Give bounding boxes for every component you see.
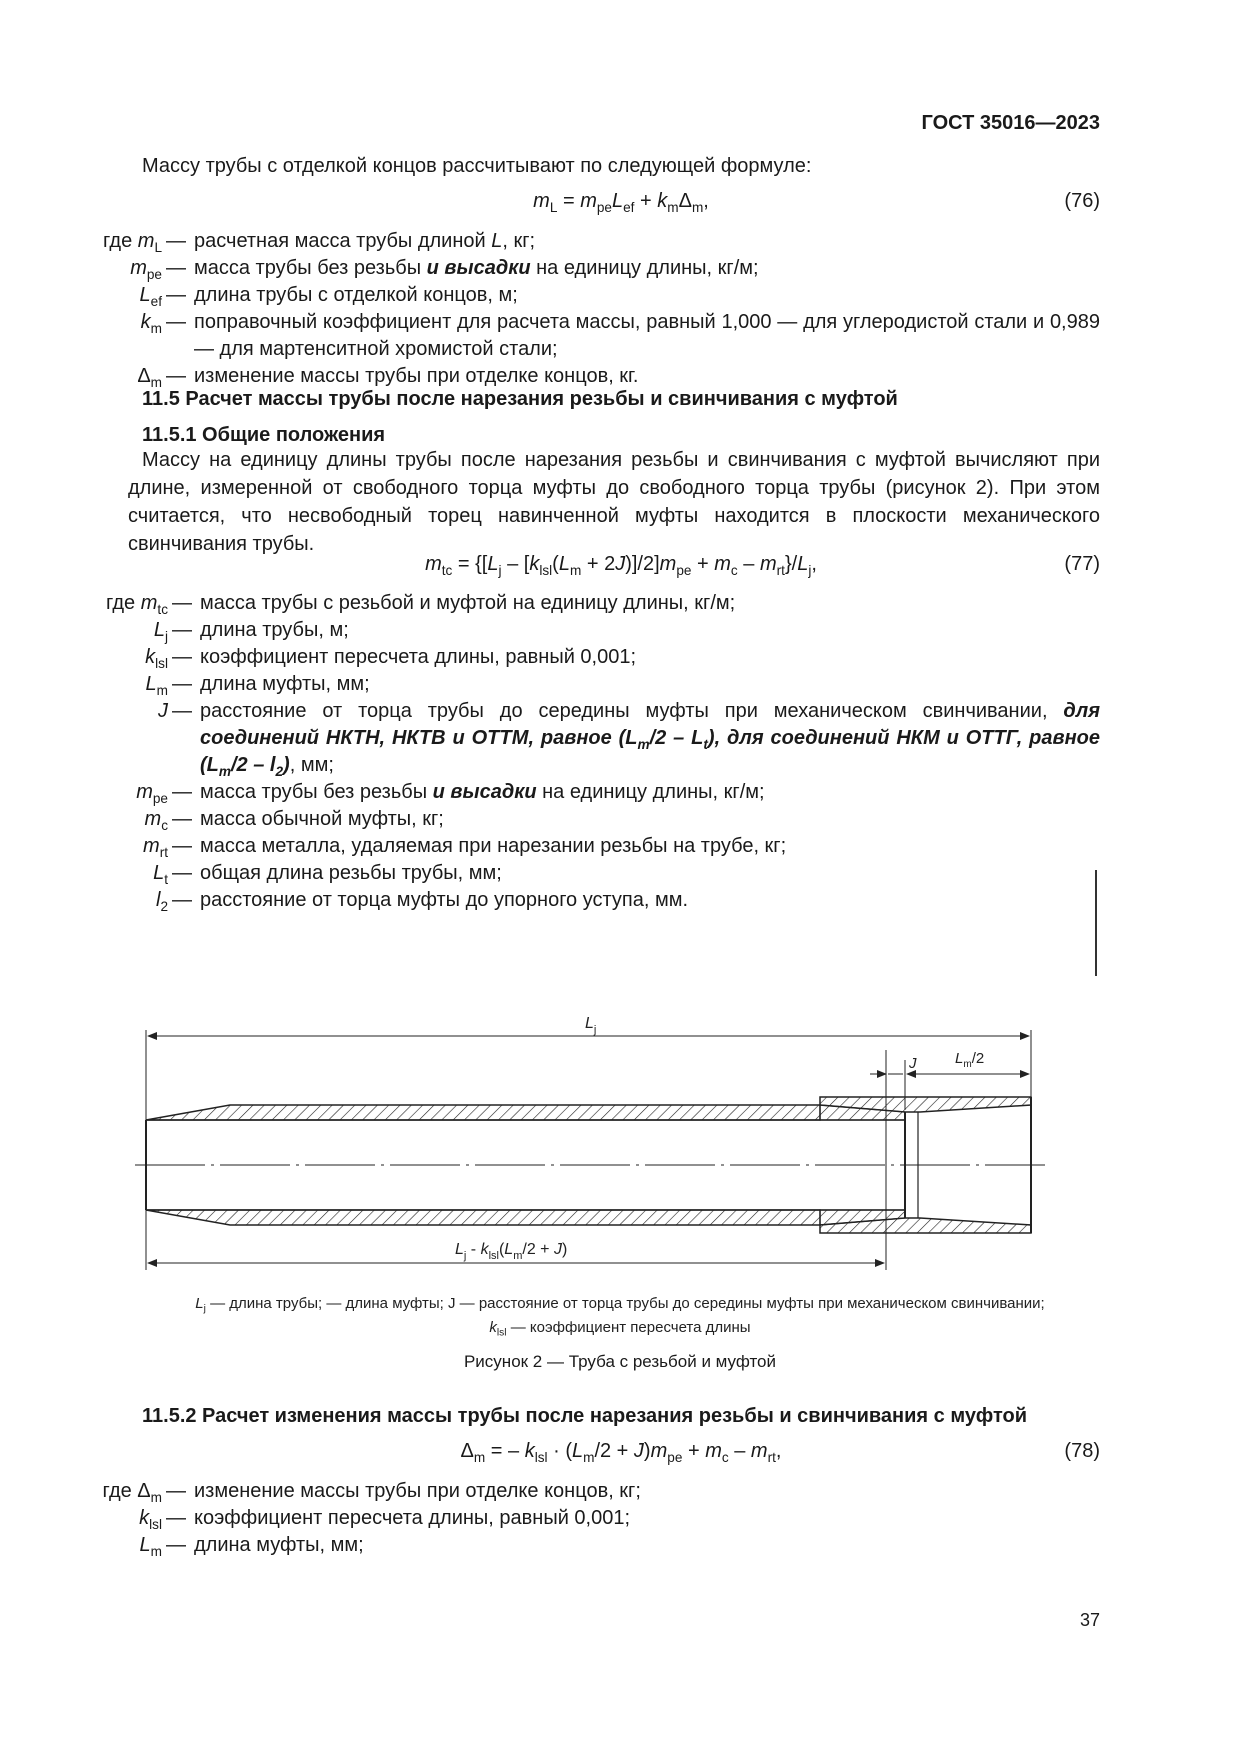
intro-text: Массу трубы с отделкой концов рассчитывают по следующей формуле:	[142, 155, 812, 177]
formula-77-number: (77)	[1064, 553, 1100, 575]
section-11-5-2-title: 11.5.2 Расчет изменения массы трубы после нарезания резьбы и свинчивания с муфтой	[142, 1405, 1027, 1427]
formula-78-number: (78)	[1064, 1440, 1100, 1462]
def-km: $k_m$ — поправочный коэффициент для расчета массы, равный 1,000 — для углеродистой стали и 0,989 — для мартенситной хромистой стали;	[140, 311, 1100, 360]
label-Lj: $L_j$	[585, 1015, 597, 1036]
def-delta-m: $\Delta_m$ — изменение массы трубы при отделке концов, кг.	[137, 365, 639, 390]
formula-77-expression: $m_{tc} = \{[L_j - [k_{lsl}(L_m + 2J)]/2]m_{pe} + m_c - m_{rt}\}/L_j$,	[425, 553, 817, 578]
def-Lj: $L_j$ — длина трубы, м;	[153, 619, 349, 644]
def-klsl: $k_{lsl}$ — коэффициент пересчета длины, равный 0,001;	[145, 646, 637, 671]
figure-2-caption	[100, 1292, 1140, 1340]
label-J: J	[909, 1055, 917, 1072]
def-mc: $m_c$ — масса обычной муфты, кг;	[144, 808, 444, 833]
def-mpe: $m_{pe}$ — масса трубы без резьбы и высадки на единицу длины, кг/м;	[130, 257, 759, 282]
def-Lm: $L_m$ — длина муфты, мм;	[145, 673, 370, 698]
def-Lt: $L_t$ — общая длина резьбы трубы, мм;	[153, 862, 502, 887]
def-mrt: $m_{rt}$ — масса металла, удаляемая при нарезании резьбы на трубе, кг;	[143, 835, 787, 860]
definitions-76	[80, 228, 1100, 390]
figure-2-caption-line1: $L_j$ — длина трубы; — длина муфты; J — расстояние от торца трубы до середины муфты при механическом свинчивании;	[195, 1295, 1045, 1315]
document-id: ГОСТ 35016—2023	[921, 112, 1100, 134]
formula-76-expression: $m_L = m_{pe}L_{ef} + k_m\Delta_m$,	[533, 190, 709, 215]
formula-76	[142, 190, 1100, 220]
def-Lef: $L_{ef}$ — длина трубы с отделкой концов, м;	[139, 284, 518, 309]
def-J: J — расстояние от торца трубы до середины муфты при механическом свинчивании, для соединений НКТН, НКТВ и ОТТМ, равное $(L_m/2 - L_t)$, для соединений НКМ и ОТТГ, равное $(L_m/2 - l_2)$, мм;	[158, 700, 1101, 779]
formula-78	[142, 1440, 1100, 1470]
figure-2-title: Рисунок 2 — Труба с резьбой и муфтой	[463, 1352, 777, 1371]
def-klsl-2: $k_{lsl}$ — коэффициент пересчета длины, равный 0,001;	[139, 1507, 631, 1532]
definitions-78	[80, 1478, 1100, 1559]
def-l2: $l_2$ — расстояние от торца муфты до упорного уступа, мм.	[155, 889, 689, 914]
definitions-77	[80, 590, 1100, 914]
label-Lm-half: $L_m/2$	[955, 1050, 985, 1070]
def-delta-m-2: где $\Delta_m$ — изменение массы трубы при отделке концов, кг;	[102, 1480, 641, 1505]
def-mtc: где $m_{tc}$ — масса трубы с резьбой и муфтой на единицу длины, кг/м;	[105, 592, 736, 617]
revision-bar	[1095, 870, 1097, 976]
figure-2-caption-line2: $k_{lsl}$ — коэффициент пересчета длины	[489, 1319, 751, 1339]
figure-2-drawing	[0, 1000, 1241, 1290]
section-11-5-title: 11.5 Расчет массы трубы после нарезания резьбы и свинчивания с муфтой	[142, 388, 898, 410]
label-bottom-dim: $L_j - k_{lsl}(L_m/2 + J)$	[455, 1241, 568, 1262]
section-11-5-1-text: Массу на единицу длины трубы после нарезания резьбы и свинчивания с муфтой вычисляют при длине, измеренной от свободного торца муфты до свободного торца трубы (рисунок 2). При этом считается, что несвободный торец навинченной муфты находится в плоскости механического свинчивания трубы.	[128, 449, 1100, 555]
def-mpe-2: $m_{pe}$ — масса трубы без резьбы и высадки на единицу длины, кг/м;	[136, 781, 765, 806]
formula-78-expression: $\Delta_m$ = – $k_{lsl} \cdot (L_m/2 + J)m_{pe} + m_c - m_{rt}$,	[460, 1440, 782, 1465]
section-11-5-1-title: 11.5.1 Общие положения	[142, 424, 386, 446]
def-Lm-2: $L_m$ — длина муфты, мм;	[139, 1534, 364, 1559]
formula-77	[142, 553, 1100, 583]
def-mL: где $m_L$ — расчетная масса трубы длиной L, кг;	[103, 230, 536, 255]
formula-76-number: (76)	[1064, 190, 1100, 212]
page-number: 37	[1079, 1610, 1100, 1630]
